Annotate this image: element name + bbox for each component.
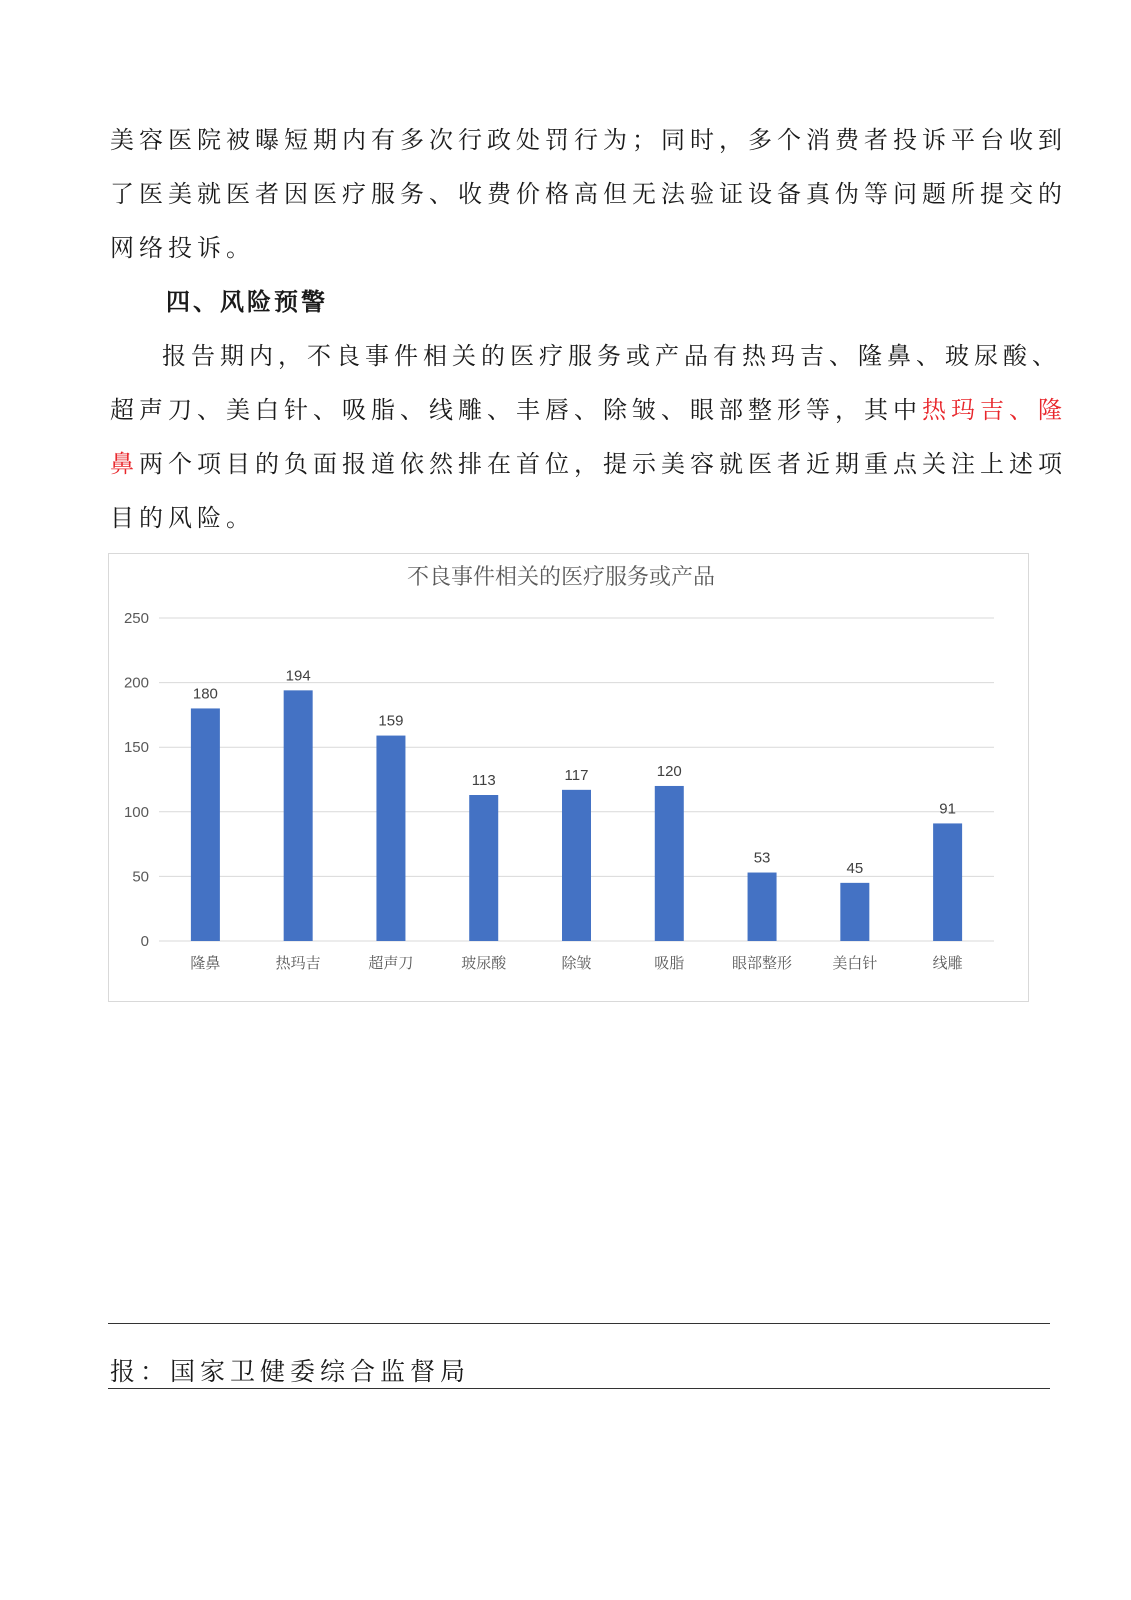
- x-tick-label: 线雕: [932, 954, 963, 972]
- data-label: 159: [378, 712, 404, 730]
- bar-吸脂: [655, 786, 684, 941]
- footer-top-rule: [108, 1323, 1050, 1324]
- paragraph2-line4: 目的风险。: [110, 504, 255, 532]
- x-tick-label: 吸脂: [654, 954, 685, 972]
- chart-canvas: [109, 554, 1028, 1001]
- x-tick-label: 隆鼻: [190, 954, 221, 972]
- bar-超声刀: [376, 736, 405, 941]
- paragraph2-line1: 报告期内，不良事件相关的医疗服务或产品有热玛吉、隆鼻、玻尿酸、: [162, 342, 1061, 370]
- bar-美白针: [840, 883, 869, 941]
- bar-除皱: [562, 790, 591, 941]
- highlight-text: 热玛吉、隆: [922, 396, 1067, 424]
- data-label: 91: [939, 800, 956, 818]
- bar-玻尿酸: [469, 795, 498, 941]
- bar-热玛吉: [284, 690, 313, 941]
- footer-text: 报：国家卫健委综合监督局: [110, 1357, 471, 1386]
- bar-chart: [108, 553, 1029, 1002]
- paragraph2-line2: [110, 390, 1067, 425]
- data-label: 120: [656, 762, 682, 780]
- highlight-text: 鼻: [110, 450, 139, 478]
- x-tick-label: 超声刀: [368, 954, 414, 972]
- section-heading: 四、风险预警: [166, 287, 328, 316]
- data-label: 45: [846, 859, 864, 877]
- data-label: 53: [753, 849, 771, 867]
- data-label: 113: [471, 772, 496, 790]
- bar-眼部整形: [748, 873, 777, 941]
- y-tick-label: 250: [123, 610, 149, 627]
- data-label: 180: [192, 685, 218, 703]
- x-tick-label: 玻尿酸: [461, 954, 507, 972]
- footer-bottom-rule: [108, 1388, 1050, 1389]
- paragraph2-line3: [110, 444, 1067, 479]
- chart-title: 不良事件相关的医疗服务或产品: [406, 564, 716, 589]
- paragraph1-line1: 美容医院被曝短期内有多次行政处罚行为；同时，多个消费者投诉平台收到: [110, 126, 1067, 154]
- bar-线雕: [933, 823, 962, 941]
- x-tick-label: 热玛吉: [275, 954, 321, 972]
- bar-隆鼻: [191, 708, 220, 941]
- y-tick-label: 50: [132, 868, 149, 886]
- paragraph2-line3-text: 两个项目的负面报道依然排在首位，提示美容就医者近期重点关注上述项: [139, 450, 1067, 478]
- y-tick-label: 100: [123, 803, 149, 821]
- x-tick-label: 除皱: [561, 954, 592, 972]
- paragraph1-line2: 了医美就医者因医疗服务、收费价格高但无法验证设备真伪等问题所提交的: [110, 180, 1067, 208]
- x-tick-label: 美白针: [832, 954, 878, 972]
- x-tick-label: 眼部整形: [732, 954, 793, 972]
- y-tick-label: 150: [123, 739, 149, 757]
- paragraph2-line2-text: 超声刀、美白针、吸脂、线雕、丰唇、除皱、眼部整形等，其中: [110, 396, 922, 424]
- y-tick-label: 200: [123, 674, 149, 692]
- paragraph1-line3: 网络投诉。: [110, 234, 255, 262]
- data-label: 194: [285, 667, 311, 685]
- data-label: 117: [564, 766, 589, 784]
- y-tick-label: 0: [140, 933, 149, 950]
